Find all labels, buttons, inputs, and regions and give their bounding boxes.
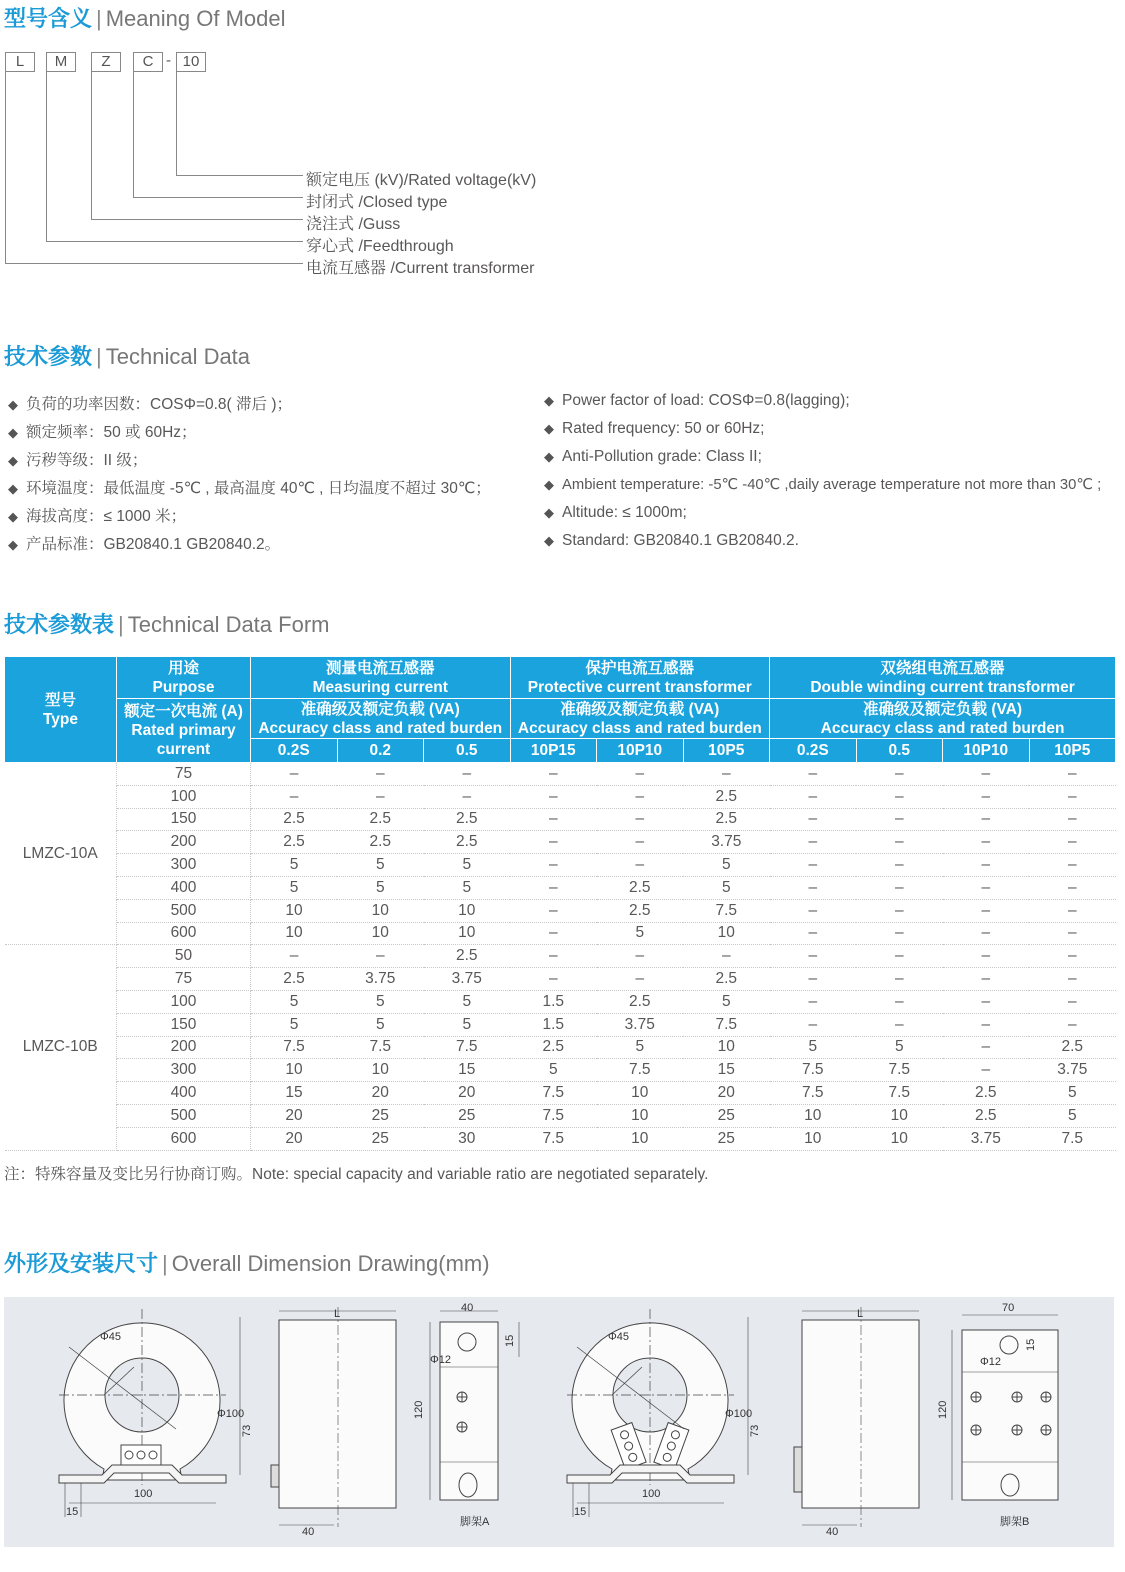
value-cell: – — [943, 968, 1030, 991]
value-cell: – — [1029, 899, 1116, 922]
value-cell: 1.5 — [510, 990, 597, 1013]
tech-item-en: ◆ Rated frequency: 50 or 60Hz; — [544, 420, 765, 437]
value-cell: – — [510, 831, 597, 854]
model-desc-feedthrough: 穿心式 /Feedthrough — [306, 238, 454, 255]
value-cell: 25 — [683, 1104, 770, 1127]
current-cell: 600 — [117, 922, 251, 945]
value-cell: 5 — [597, 922, 684, 945]
dim-phi12-b: Φ12 — [980, 1356, 1002, 1368]
value-cell: – — [943, 922, 1030, 945]
value-cell: 7.5 — [683, 899, 770, 922]
value-cell: 25 — [337, 1104, 424, 1127]
value-cell: – — [770, 876, 857, 899]
value-cell: – — [510, 785, 597, 808]
value-cell: 2.5 — [597, 990, 684, 1013]
value-cell: 5 — [251, 1013, 338, 1036]
tech-item-zh: ◆ 污秽等级：II 级； — [8, 452, 148, 469]
value-cell: 5 — [683, 990, 770, 1013]
value-cell: 7.5 — [510, 1082, 597, 1105]
value-cell: 7.5 — [856, 1082, 943, 1105]
value-cell: 10 — [856, 1127, 943, 1150]
dim-40-side-b: 40 — [826, 1526, 839, 1538]
header-type: 型号 Type — [5, 657, 117, 763]
value-cell: 5 — [683, 876, 770, 899]
value-cell: – — [856, 922, 943, 945]
value-cell: 2.5 — [337, 808, 424, 831]
value-cell: – — [510, 899, 597, 922]
value-cell: 5 — [856, 1036, 943, 1059]
value-cell: 3.75 — [337, 968, 424, 991]
header-class: 0.2S — [770, 739, 857, 763]
value-cell: – — [510, 968, 597, 991]
table-row — [5, 1036, 1116, 1059]
value-cell: – — [251, 945, 338, 968]
table-row — [5, 763, 1116, 786]
value-cell: – — [770, 990, 857, 1013]
table-row — [5, 1104, 1116, 1127]
value-cell: – — [943, 876, 1030, 899]
value-cell: 7.5 — [597, 1059, 684, 1082]
model-desc-guss: 浇注式 /Guss — [306, 216, 401, 233]
value-cell: – — [597, 763, 684, 786]
value-cell: – — [856, 968, 943, 991]
value-cell: – — [770, 763, 857, 786]
value-cell: – — [1029, 785, 1116, 808]
leader-line — [91, 219, 303, 220]
value-cell: 10 — [770, 1104, 857, 1127]
current-cell: 50 — [117, 945, 251, 968]
value-cell: 10 — [683, 1036, 770, 1059]
value-cell: 10 — [856, 1104, 943, 1127]
header-class: 0.5 — [856, 739, 943, 763]
value-cell: – — [1029, 808, 1116, 831]
value-cell: 5 — [770, 1036, 857, 1059]
value-cell: – — [856, 763, 943, 786]
table-row — [5, 854, 1116, 877]
value-cell: – — [943, 808, 1030, 831]
value-cell: 3.75 — [597, 1013, 684, 1036]
table-row — [5, 785, 1116, 808]
current-cell: 400 — [117, 1082, 251, 1105]
value-cell: 10 — [683, 922, 770, 945]
value-cell: – — [943, 945, 1030, 968]
table-row — [5, 922, 1116, 945]
value-cell: 30 — [424, 1127, 511, 1150]
value-cell: – — [856, 785, 943, 808]
value-cell: – — [1029, 922, 1116, 945]
table-row — [5, 808, 1116, 831]
value-cell: 25 — [337, 1127, 424, 1150]
header-measuring: 测量电流互感器 Measuring current — [251, 657, 511, 699]
dim-15-mount-a: 15 — [504, 1334, 516, 1347]
value-cell: – — [943, 785, 1030, 808]
header-class: 10P10 — [943, 739, 1030, 763]
ring-front-view-b — [567, 1309, 748, 1517]
tech-item-en: ◆ Ambient temperature: -5℃ -40℃ ,daily average temperature not more than 30℃ ; — [544, 477, 1102, 493]
header-class: 10P5 — [683, 739, 770, 763]
table-row — [5, 1082, 1116, 1105]
value-cell: 2.5 — [251, 831, 338, 854]
leader-line — [133, 197, 303, 198]
model-desc-voltage: 额定电压 (kV)/Rated voltage(kV) — [306, 172, 537, 189]
current-cell: 200 — [117, 831, 251, 854]
dim-15-mount-b: 15 — [1025, 1338, 1037, 1351]
value-cell: – — [1029, 854, 1116, 877]
value-cell: – — [943, 854, 1030, 877]
table-row — [5, 831, 1116, 854]
value-cell: 7.5 — [856, 1059, 943, 1082]
value-cell: – — [251, 785, 338, 808]
value-cell: – — [510, 854, 597, 877]
value-cell: – — [770, 922, 857, 945]
value-cell: 2.5 — [683, 785, 770, 808]
value-cell: – — [943, 1036, 1030, 1059]
value-cell: 10 — [337, 899, 424, 922]
value-cell: – — [770, 854, 857, 877]
value-cell: – — [1029, 945, 1116, 968]
value-cell: 2.5 — [251, 808, 338, 831]
model-desc-closed: 封闭式 /Closed type — [306, 194, 448, 211]
value-cell: 10 — [597, 1127, 684, 1150]
table-row — [5, 990, 1116, 1013]
table-row — [5, 1127, 1116, 1150]
current-cell: 75 — [117, 763, 251, 786]
value-cell: 7.5 — [510, 1127, 597, 1150]
value-cell: 3.75 — [1029, 1059, 1116, 1082]
value-cell: 7.5 — [770, 1082, 857, 1105]
header-class: 0.2S — [251, 739, 338, 763]
current-cell: 600 — [117, 1127, 251, 1150]
value-cell: – — [1029, 968, 1116, 991]
tech-item-en: ◆ Anti-Pollution grade: Class II; — [544, 448, 762, 465]
value-cell: – — [337, 763, 424, 786]
value-cell: 5 — [424, 854, 511, 877]
tech-item-en: ◆ Standard: GB20840.1 GB20840.2. — [544, 532, 799, 549]
model-voltage: 10 — [176, 52, 206, 72]
value-cell: 15 — [424, 1059, 511, 1082]
value-cell: 15 — [683, 1059, 770, 1082]
current-cell: 500 — [117, 1104, 251, 1127]
value-cell: 3.75 — [943, 1127, 1030, 1150]
model-dash: - — [166, 52, 171, 69]
current-cell: 100 — [117, 785, 251, 808]
value-cell: 5 — [251, 854, 338, 877]
value-cell: – — [770, 831, 857, 854]
leader-line — [176, 72, 177, 176]
header-rated-current: 额定一次电流 (A) Rated primary current — [117, 699, 251, 763]
value-cell: 10 — [597, 1082, 684, 1105]
header-class: 10P5 — [1029, 739, 1116, 763]
value-cell: – — [424, 785, 511, 808]
value-cell: – — [1029, 876, 1116, 899]
value-cell: 20 — [251, 1127, 338, 1150]
value-cell: 2.5 — [510, 1036, 597, 1059]
value-cell: – — [856, 945, 943, 968]
current-cell: 500 — [117, 899, 251, 922]
value-cell: 7.5 — [683, 1013, 770, 1036]
leader-line — [46, 241, 303, 242]
value-cell: – — [1029, 990, 1116, 1013]
tech-item-en: ◆ Altitude: ≤ 1000m; — [544, 504, 687, 521]
value-cell: – — [1029, 831, 1116, 854]
dim-15-b: 15 — [574, 1506, 587, 1518]
header-double: 双绕组电流互感器 Double winding current transformer — [770, 657, 1116, 699]
value-cell: 2.5 — [424, 808, 511, 831]
dim-73-a: 73 — [241, 1424, 253, 1437]
dim-73-b: 73 — [749, 1424, 761, 1437]
dim-phi45-a: Φ45 — [100, 1331, 122, 1343]
value-cell: – — [251, 763, 338, 786]
table-row — [5, 968, 1116, 991]
dim-phi100-a: Φ100 — [217, 1408, 245, 1420]
header-purpose: 用途 Purpose — [117, 657, 251, 699]
tech-item-zh: ◆ 海拔高度：≤ 1000 米； — [8, 508, 187, 525]
dim-100-a: 100 — [134, 1488, 153, 1500]
value-cell: – — [770, 945, 857, 968]
value-cell: 3.75 — [424, 968, 511, 991]
value-cell: – — [337, 785, 424, 808]
header-accuracy: 准确级及额定负载 (VA) Accuracy class and rated burden — [770, 699, 1116, 739]
value-cell: – — [856, 1013, 943, 1036]
leader-line — [5, 72, 6, 264]
value-cell: 7.5 — [1029, 1127, 1116, 1150]
value-cell: – — [943, 1013, 1030, 1036]
leader-line — [91, 72, 92, 220]
value-cell: – — [597, 968, 684, 991]
value-cell: 5 — [251, 990, 338, 1013]
dim-15-a: 15 — [66, 1506, 79, 1518]
value-cell: 2.5 — [1029, 1036, 1116, 1059]
value-cell: – — [943, 1059, 1030, 1082]
value-cell: – — [770, 1013, 857, 1036]
section-title-tech: 技术参数 | Technical Data — [4, 344, 251, 369]
value-cell: 5 — [424, 1013, 511, 1036]
value-cell: – — [856, 808, 943, 831]
value-cell: 5 — [510, 1059, 597, 1082]
table-body — [5, 763, 1116, 1151]
value-cell: 10 — [337, 922, 424, 945]
value-cell: 7.5 — [510, 1104, 597, 1127]
dim-phi100-b: Φ100 — [725, 1408, 753, 1420]
value-cell: 20 — [424, 1082, 511, 1105]
dimension-drawing-svg — [4, 1297, 1114, 1547]
value-cell: – — [943, 899, 1030, 922]
value-cell: – — [770, 785, 857, 808]
dim-phi12-a: Φ12 — [430, 1354, 452, 1366]
dim-phi45-b: Φ45 — [608, 1331, 630, 1343]
table-row — [5, 1013, 1116, 1036]
value-cell: – — [597, 854, 684, 877]
value-cell: – — [856, 854, 943, 877]
current-cell: 100 — [117, 990, 251, 1013]
table-row — [5, 899, 1116, 922]
label-mount-a: 脚架A — [460, 1516, 490, 1528]
value-cell: 5 — [683, 854, 770, 877]
value-cell: – — [597, 785, 684, 808]
value-cell: 2.5 — [683, 808, 770, 831]
value-cell: 5 — [1029, 1082, 1116, 1105]
value-cell: 10 — [251, 922, 338, 945]
value-cell: 5 — [337, 1013, 424, 1036]
tech-item-zh: ◆ 额定频率：50 或 60Hz； — [8, 424, 197, 441]
current-cell: 300 — [117, 854, 251, 877]
value-cell: 20 — [683, 1082, 770, 1105]
model-letter-m: M — [46, 52, 76, 72]
dim-120-b: 120 — [937, 1400, 949, 1419]
value-cell: 5 — [1029, 1104, 1116, 1127]
header-accuracy: 准确级及额定负载 (VA) Accuracy class and rated burden — [510, 699, 770, 739]
header-protective: 保护电流互感器 Protective current transformer — [510, 657, 770, 699]
value-cell: 5 — [424, 990, 511, 1013]
current-cell: 300 — [117, 1059, 251, 1082]
value-cell: 10 — [251, 899, 338, 922]
value-cell: 5 — [337, 990, 424, 1013]
value-cell: – — [943, 990, 1030, 1013]
value-cell: 5 — [424, 876, 511, 899]
model-letter-l: L — [5, 52, 35, 72]
value-cell: – — [337, 945, 424, 968]
table-row — [5, 1059, 1116, 1082]
value-cell: – — [510, 922, 597, 945]
type-cell: LMZC-10B — [5, 945, 117, 1150]
dim-40-side-a: 40 — [302, 1526, 315, 1538]
dim-40-top-a: 40 — [461, 1302, 474, 1314]
value-cell: – — [770, 899, 857, 922]
label-mount-b: 脚架B — [1000, 1516, 1030, 1528]
value-cell: – — [770, 968, 857, 991]
value-cell: 20 — [337, 1082, 424, 1105]
table-row — [5, 876, 1116, 899]
tech-item-zh: ◆ 负荷的功率因数：COSΦ=0.8( 滞后 )； — [8, 396, 292, 413]
header-class: 0.5 — [424, 739, 511, 763]
value-cell: – — [1029, 1013, 1116, 1036]
value-cell: 10 — [597, 1104, 684, 1127]
dim-l-b: L — [857, 1308, 864, 1320]
side-view-b — [794, 1307, 919, 1527]
value-cell: 7.5 — [770, 1059, 857, 1082]
current-cell: 150 — [117, 1013, 251, 1036]
value-cell: 10 — [424, 899, 511, 922]
value-cell: – — [597, 808, 684, 831]
value-cell: 7.5 — [424, 1036, 511, 1059]
value-cell: – — [856, 990, 943, 1013]
value-cell: – — [597, 831, 684, 854]
value-cell: – — [683, 945, 770, 968]
model-letter-c: C — [133, 52, 163, 72]
value-cell: – — [856, 876, 943, 899]
value-cell: 7.5 — [251, 1036, 338, 1059]
header-class: 10P15 — [510, 739, 597, 763]
value-cell: 3.75 — [683, 831, 770, 854]
ring-front-view-a — [59, 1309, 240, 1517]
value-cell: 2.5 — [251, 968, 338, 991]
leader-line — [46, 72, 47, 242]
value-cell: 2.5 — [683, 968, 770, 991]
dim-120-a: 120 — [413, 1400, 425, 1419]
tech-item-zh: ◆ 环境温度：最低温度 -5℃ , 最高温度 40℃ , 日均温度不超过 30℃； — [8, 480, 491, 497]
value-cell: 5 — [337, 876, 424, 899]
leader-line — [5, 263, 303, 264]
leader-line — [133, 72, 134, 198]
value-cell: 15 — [251, 1082, 338, 1105]
header-class: 10P10 — [597, 739, 684, 763]
value-cell: 2.5 — [597, 876, 684, 899]
value-cell: 25 — [683, 1127, 770, 1150]
value-cell: 5 — [337, 854, 424, 877]
model-desc-ct: 电流互感器 /Current transformer — [306, 260, 535, 277]
side-view-a — [271, 1307, 396, 1527]
tech-item-en: ◆ Power factor of load: COSΦ=0.8(lagging); — [544, 392, 850, 409]
value-cell: 25 — [424, 1104, 511, 1127]
section-title-model: 型号含义 | Meaning Of Model — [4, 6, 286, 31]
value-cell: – — [943, 831, 1030, 854]
current-cell: 200 — [117, 1036, 251, 1059]
technical-data-table — [4, 656, 1116, 1151]
value-cell: 10 — [424, 922, 511, 945]
note-text: 注：特殊容量及变比另行协商订购。Note: special capacity and variable ratio are negotiated separately. — [4, 1166, 709, 1183]
section-title-drawing: 外形及安装尺寸 | Overall Dimension Drawing(mm) — [4, 1251, 490, 1276]
value-cell: 2.5 — [424, 945, 511, 968]
current-cell: 150 — [117, 808, 251, 831]
value-cell: 10 — [251, 1059, 338, 1082]
value-cell: – — [856, 831, 943, 854]
value-cell: – — [770, 808, 857, 831]
value-cell: 5 — [251, 876, 338, 899]
value-cell: – — [943, 763, 1030, 786]
value-cell: – — [510, 808, 597, 831]
leader-line — [176, 175, 303, 176]
current-cell: 75 — [117, 968, 251, 991]
value-cell: 10 — [337, 1059, 424, 1082]
header-class: 0.2 — [337, 739, 424, 763]
value-cell: – — [683, 763, 770, 786]
value-cell: 5 — [597, 1036, 684, 1059]
value-cell: 7.5 — [337, 1036, 424, 1059]
current-cell: 400 — [117, 876, 251, 899]
value-cell: 2.5 — [424, 831, 511, 854]
section-title-form: 技术参数表 | Technical Data Form — [4, 612, 330, 637]
value-cell: 2.5 — [597, 899, 684, 922]
dimension-drawing — [4, 1297, 1114, 1547]
dim-l-a: L — [334, 1308, 341, 1320]
value-cell: 2.5 — [337, 831, 424, 854]
value-cell: – — [597, 945, 684, 968]
dim-100-b: 100 — [642, 1488, 661, 1500]
value-cell: – — [510, 945, 597, 968]
header-accuracy: 准确级及额定负载 (VA) Accuracy class and rated burden — [251, 699, 511, 739]
value-cell: 2.5 — [943, 1104, 1030, 1127]
type-cell: LMZC-10A — [5, 763, 117, 945]
value-cell: – — [856, 899, 943, 922]
value-cell: – — [510, 763, 597, 786]
value-cell: 2.5 — [943, 1082, 1030, 1105]
value-cell: – — [510, 876, 597, 899]
value-cell: 10 — [770, 1127, 857, 1150]
value-cell: 20 — [251, 1104, 338, 1127]
value-cell: 1.5 — [510, 1013, 597, 1036]
mount-bracket-b — [952, 1315, 1058, 1500]
tech-item-zh: ◆ 产品标准：GB20840.1 GB20840.2。 — [8, 536, 281, 553]
table-row — [5, 945, 1116, 968]
value-cell: – — [1029, 763, 1116, 786]
dim-70-b: 70 — [1002, 1302, 1015, 1314]
model-letter-z: Z — [91, 52, 121, 72]
value-cell: – — [424, 763, 511, 786]
